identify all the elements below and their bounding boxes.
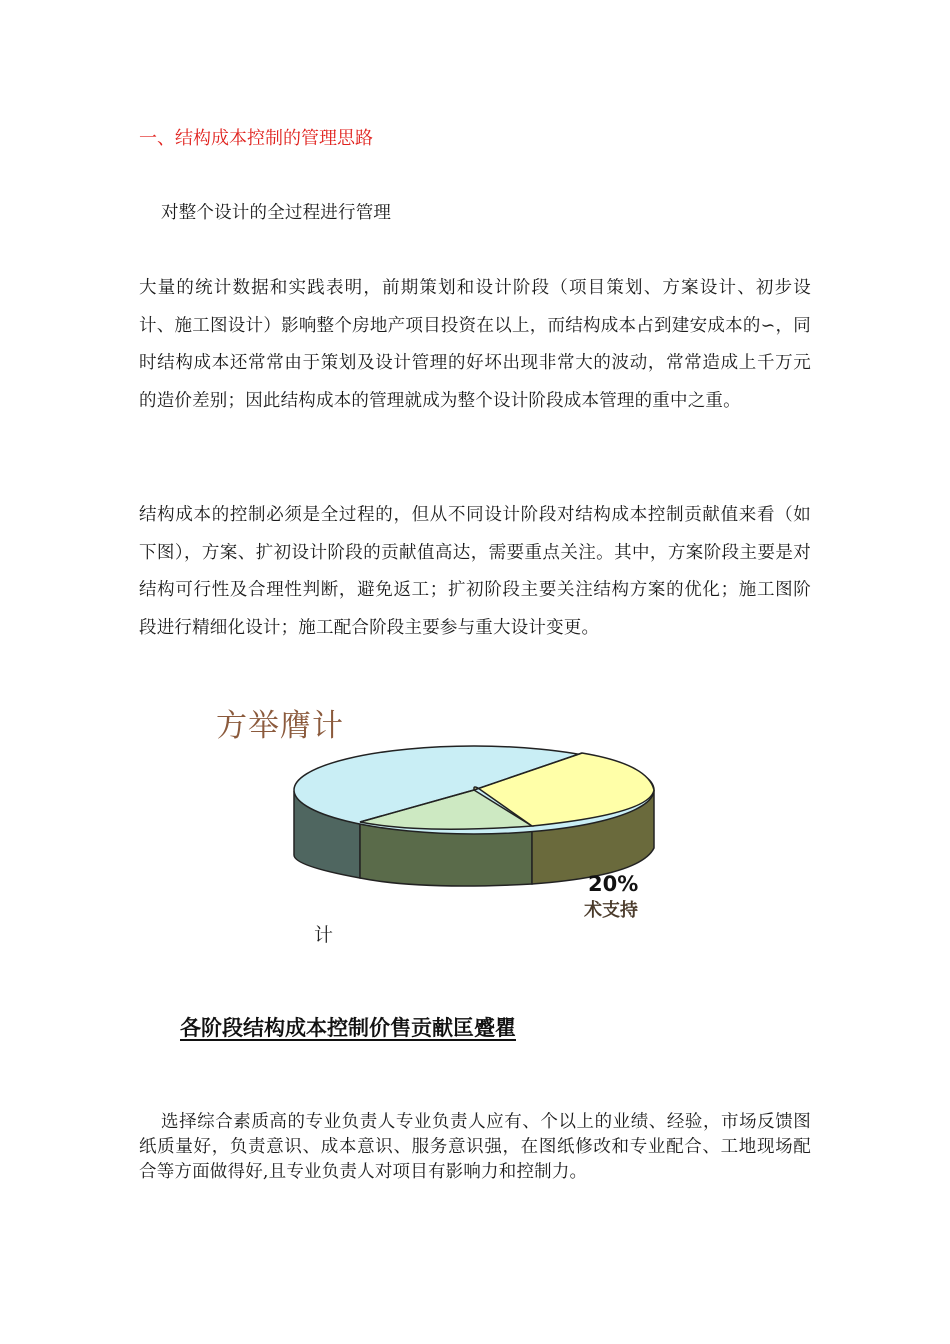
paragraph-1: 对整个设计的全过程进行管理 (161, 203, 392, 223)
section-heading: 一、结构成本控制的管理思路 (139, 128, 373, 149)
chart-slice-label: 术支持 (584, 900, 638, 921)
chart-left-label: 计 (314, 924, 334, 946)
pie-chart (210, 700, 670, 950)
chart-caption: 各阶段结构成本控制价售贡献匡蹙瞿 (180, 1016, 516, 1040)
chart-title: 方举膺计 (216, 708, 344, 744)
paragraph-3: 结构成本的控制必须是全过程的，但从不同设计阶段对结构成本控制贡献值来看（如下图），方案、扩初设计阶段的贡献值高达，需要重点关注。其中，方案阶段主要是对结构可行性及合理性判断，避免返工；扩初阶段主要关注结构方案的优化；施工图阶段进行精细化设计；施工配合阶段主要参与重大设计变更。 (139, 505, 811, 638)
paragraph-4: 选择综合素质高的专业负责人专业负责人应有、个以上的业绩、经验，市场反馈图纸质量好，负责意识、成本意识、服务意识强，在图纸修改和专业配合、工地现场配合等方面做得好,且专业负责人对项目有影响力和控制力。 (139, 1112, 811, 1182)
paragraph-2: 大量的统计数据和实践表明，前期策划和设计阶段（项目策划、方案设计、初步设计、施工图设计）影响整个房地产项目投资在以上，而结构成本占到建安成本的∽，同时结构成本还常常由于策划及设计管理的好坏出现非常大的波动，常常造成上千万元的造价差别；因此结构成本的管理就成为整个设计阶段成本管理的重中之重。 (139, 278, 811, 411)
chart-percent-label: 20% (588, 872, 639, 896)
